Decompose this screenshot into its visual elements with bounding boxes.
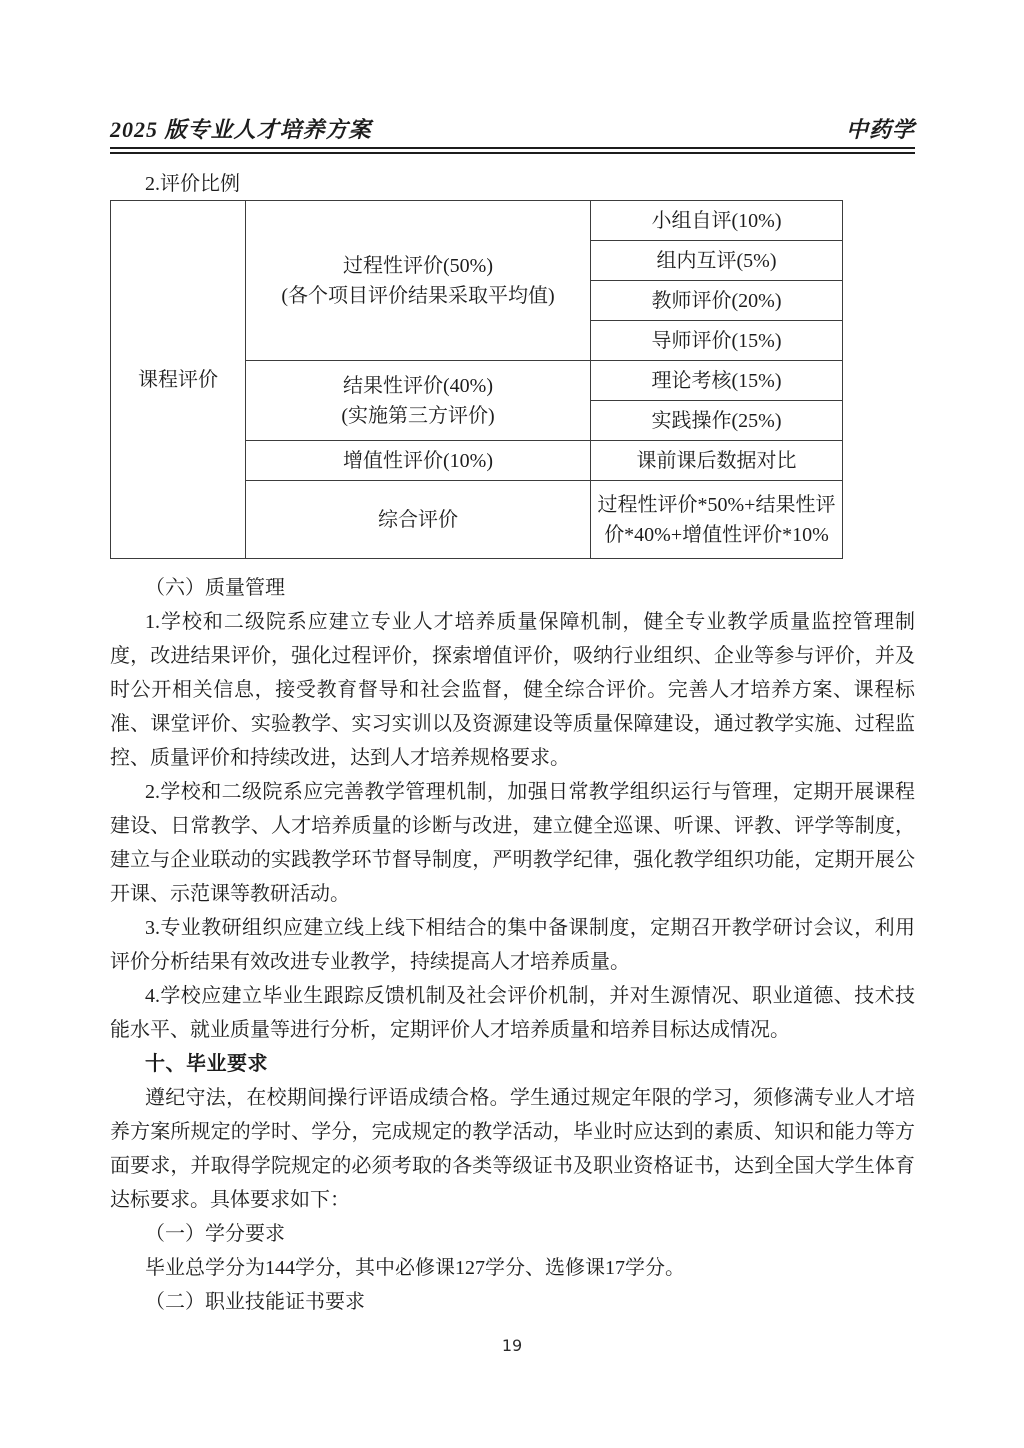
sub-heading-credits: （一）学分要求 <box>145 1223 285 1245</box>
sub-heading-quality: （六）质量管理 <box>145 577 285 599</box>
cell-item: 导师评价(15%) <box>591 321 843 361</box>
group-label: 结果性评价(40%) <box>343 374 493 397</box>
group-label: 过程性评价(50%) <box>343 254 493 277</box>
page-header <box>110 116 915 143</box>
section-heading-graduation: 十、毕业要求 <box>145 1053 268 1075</box>
section-label-evaluation-ratio: 2.评价比例 <box>145 173 240 195</box>
body-text <box>110 571 915 1319</box>
table-row <box>111 201 843 241</box>
cell-item: 小组自评(10%) <box>591 201 843 241</box>
cell-category: 课程评价 <box>111 201 246 559</box>
paragraph-quality-1: 1.学校和二级院系应建立专业人才培养质量保障机制，健全专业教学质量监控管理制度，改进结果评价，强化过程评价，探索增值评价，吸纳行业组织、企业等参与评价，并及时公开相关信息，接受教育督导和社会监督，健全综合评价。完善人才培养方案、课程标准、课堂评价、实验教学、实习实训以及资源建设等质量保障建设，通过教学实施、过程监控、质量评价和持续改进，达到人才培养规格要求。 <box>110 611 915 769</box>
paragraph-graduation-intro: 遵纪守法，在校期间操行评语成绩合格。学生通过规定年限的学习，须修满专业人才培养方案所规定的学时、学分，完成规定的教学活动，毕业时应达到的素质、知识和能力等方面要求，并取得学院规定的必须考取的各类等级证书及职业资格证书，达到全国大学生体育达标要求。具体要求如下： <box>110 1087 915 1211</box>
cell-group-comprehensive: 综合评价 <box>246 481 591 559</box>
paragraph-quality-2: 2.学校和二级院系应完善教学管理机制，加强日常教学组织运行与管理，定期开展课程建设、日常教学、人才培养质量的诊断与改进，建立健全巡课、听课、评教、评学等制度，建立与企业联动的实践教学环节督导制度，严明教学纪律，强化教学组织功能，定期开展公开课、示范课等教研活动。 <box>110 781 915 905</box>
group-note: (各个项目评价结果采取平均值) <box>281 284 555 307</box>
evaluation-ratio-table <box>110 200 843 559</box>
paragraph-credits: 毕业总学分为144学分，其中必修课127学分、选修课17学分。 <box>145 1257 685 1279</box>
cell-item: 实践操作(25%) <box>591 401 843 441</box>
cell-group-process <box>246 201 591 361</box>
page-number: 19 <box>501 1336 523 1355</box>
paragraph-quality-3: 3.专业教研组织应建立线上线下相结合的集中备课制度，定期召开教学研讨会议，利用评价分析结果有效改进专业教学，持续提高人才培养质量。 <box>110 917 915 973</box>
cell-item-formula: 过程性评价*50%+结果性评价*40%+增值性评价*10% <box>591 481 843 559</box>
header-subject: 中药学 <box>845 117 915 142</box>
cell-item: 理论考核(15%) <box>591 361 843 401</box>
cell-item: 组内互评(5%) <box>591 241 843 281</box>
cell-item: 教师评价(20%) <box>591 281 843 321</box>
header-rule <box>110 147 915 154</box>
group-note: (实施第三方评价) <box>341 404 495 427</box>
header-title: 2025 版专业人才培养方案 <box>110 117 372 142</box>
paragraph-quality-4: 4.学校应建立毕业生跟踪反馈机制及社会评价机制，并对生源情况、职业道德、技术技能水平、就业质量等进行分析，定期评价人才培养质量和培养目标达成情况。 <box>110 985 915 1041</box>
cell-group-value-added: 增值性评价(10%) <box>246 441 591 481</box>
cell-item: 课前课后数据对比 <box>591 441 843 481</box>
cell-group-result <box>246 361 591 441</box>
sub-heading-certificates: （二）职业技能证书要求 <box>145 1291 365 1313</box>
